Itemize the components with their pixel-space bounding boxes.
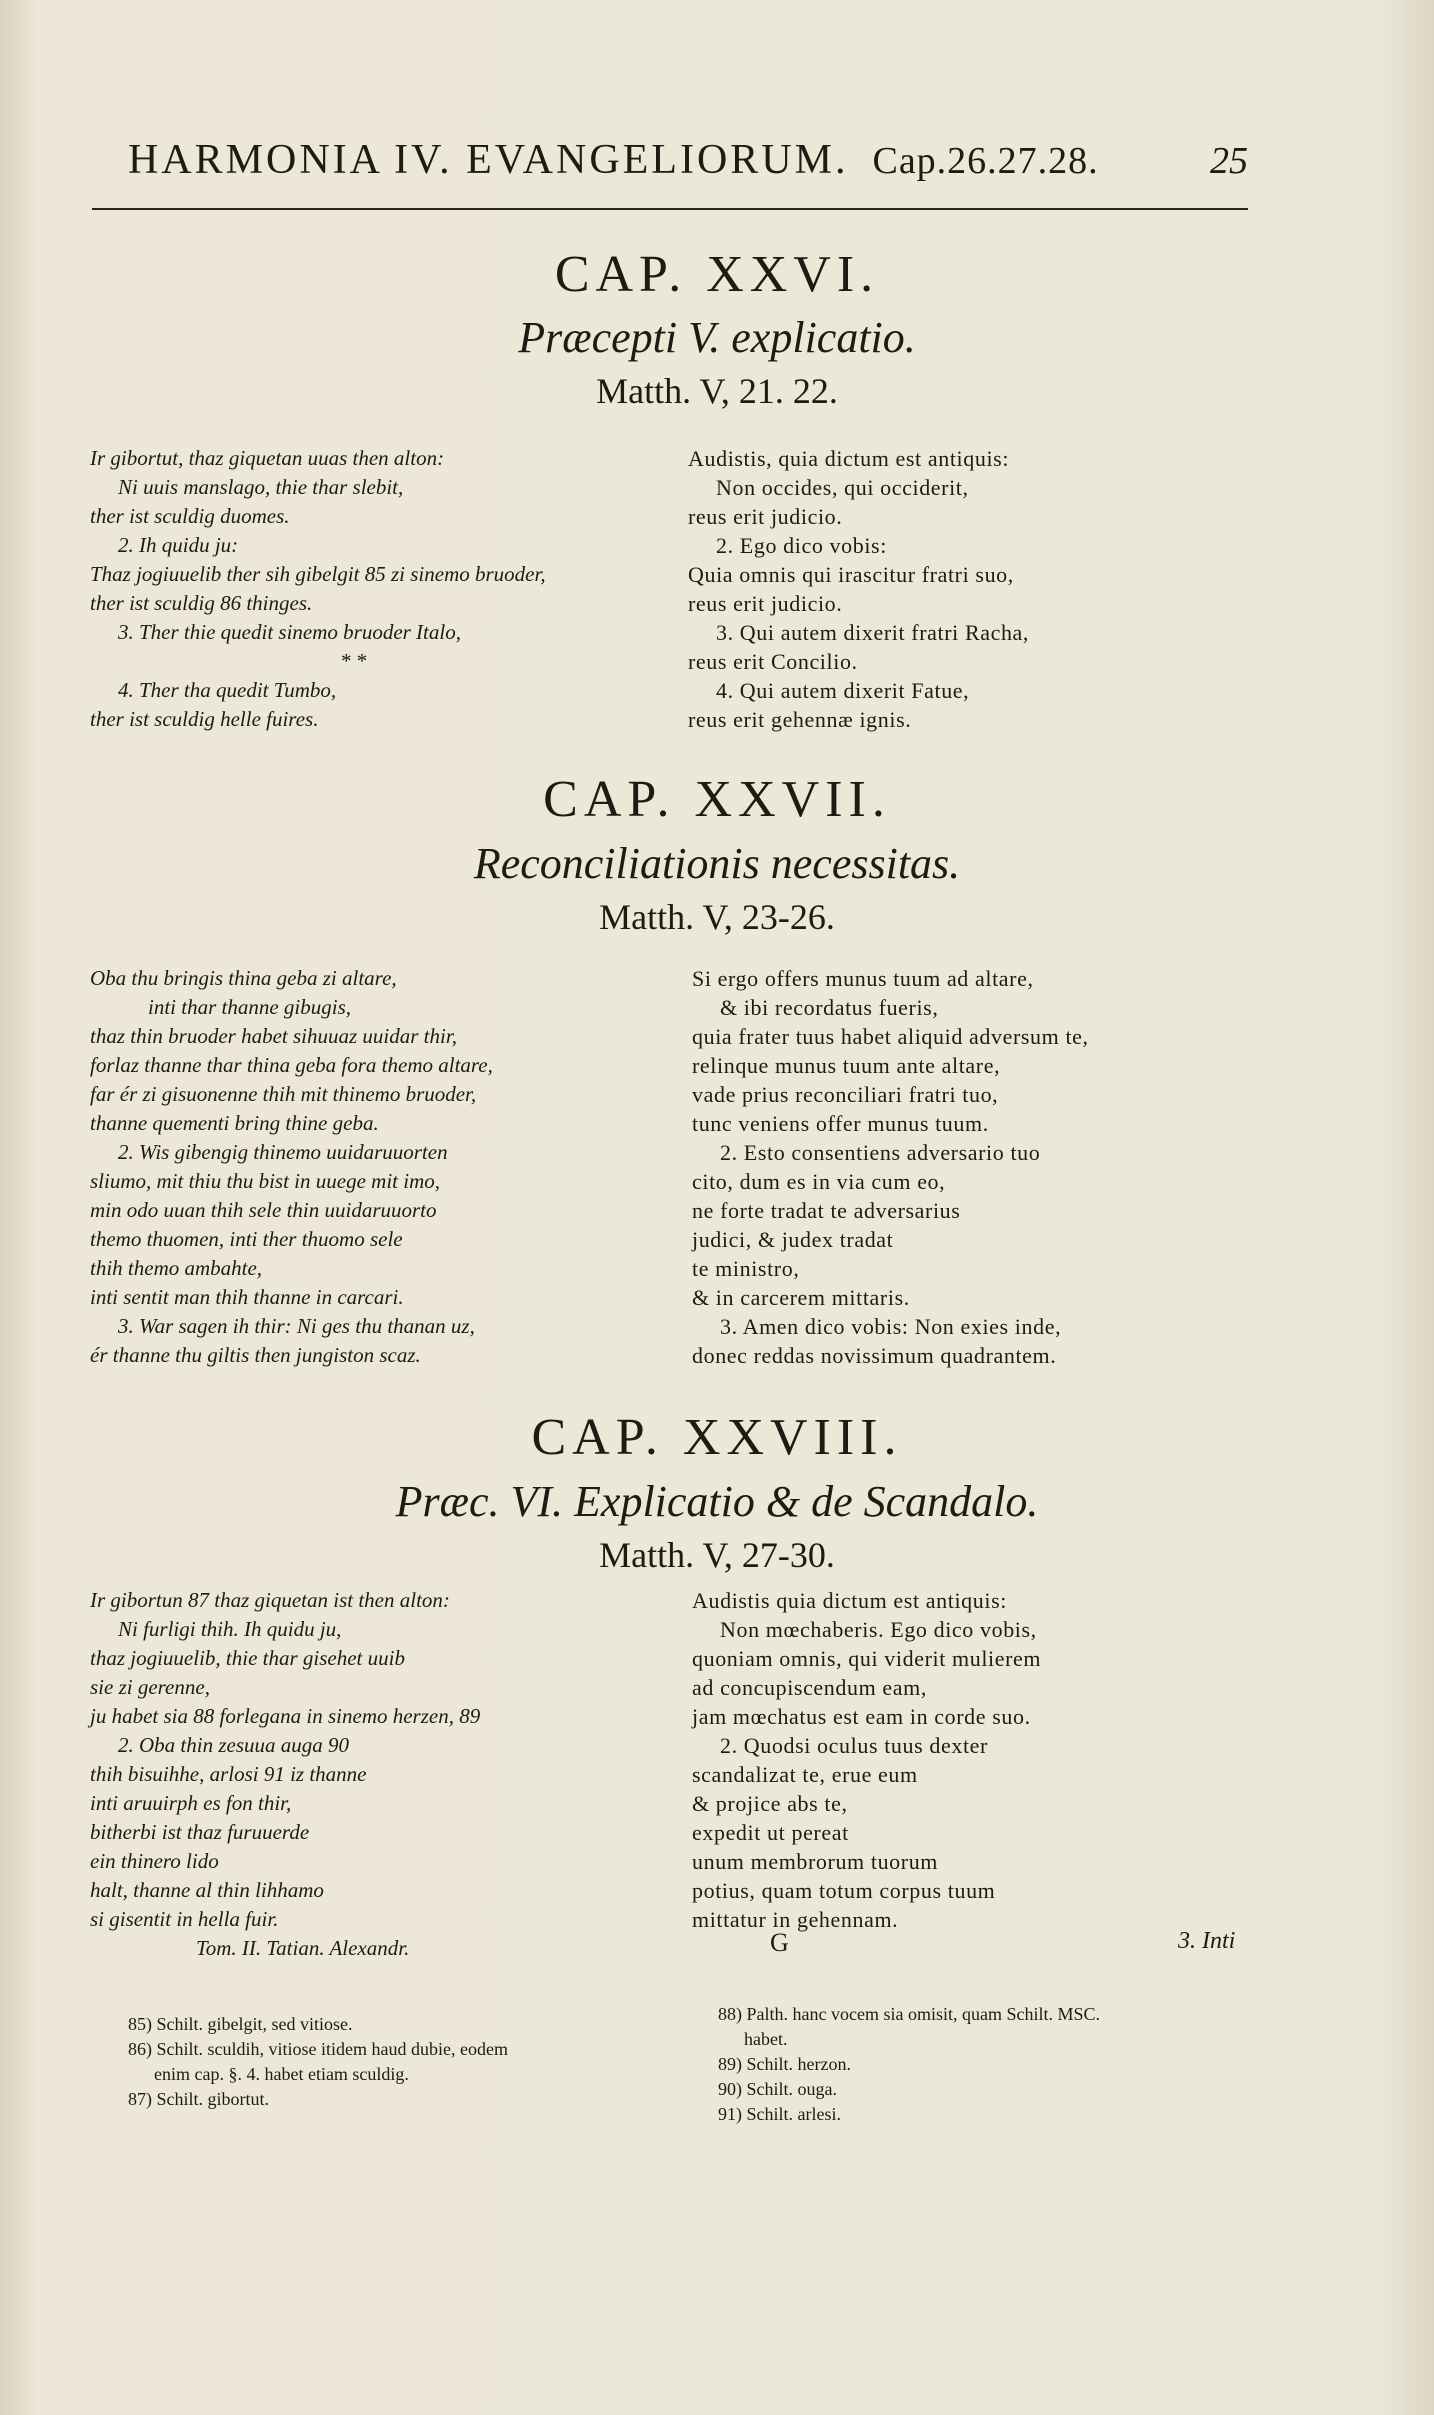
text-line: vade prius reconciliari fratri tuo, xyxy=(692,1082,999,1107)
text-line: Si ergo offers munus tuum ad altare, xyxy=(692,966,1034,991)
chapter-subtitle: Præc. VI. Explicatio & de Scandalo. xyxy=(395,1477,1039,1526)
text-line: mittatur in gehennam. xyxy=(692,1907,899,1932)
text-line: thih bisuihhe, arlosi 91 iz thanne xyxy=(90,1762,367,1786)
text-line: & projice abs te, xyxy=(692,1791,848,1816)
chapter-reference: Matth. V, 21. 22. xyxy=(596,371,838,411)
text-line: Quia omnis qui irascitur fratri suo, xyxy=(688,562,1014,587)
latin-column xyxy=(692,964,1252,1370)
footnote: 90) Schilt. ouga. xyxy=(718,2079,837,2099)
text-line: Oba thu bringis thina geba zi altare, xyxy=(90,966,397,990)
text-line: thaz jogiuuelib, thie thar gisehet uuib xyxy=(90,1646,405,1670)
text-line: Audistis quia dictum est antiquis: xyxy=(692,1588,1007,1613)
text-line: Non mœchaberis. Ego dico vobis, xyxy=(720,1617,1037,1642)
text-line: 2. Ih quidu ju: xyxy=(118,533,239,557)
footnote: habet. xyxy=(744,2029,788,2049)
text-line: reus erit gehennæ ignis. xyxy=(688,707,912,732)
chapter-reference: Matth. V, 23-26. xyxy=(599,897,835,937)
text-line: halt, thanne al thin lihhamo xyxy=(90,1878,324,1902)
text-line: inti aruuirph es fon thir, xyxy=(90,1791,292,1815)
text-line: ad concupiscendum eam, xyxy=(692,1675,927,1700)
text-line: forlaz thanne thar thina geba fora themo altare, xyxy=(90,1053,493,1077)
text-line: tunc veniens offer munus tuum. xyxy=(692,1111,989,1136)
text-line: jam mœchatus est eam in corde suo. xyxy=(692,1704,1031,1729)
text-line: 3. War sagen ih thir: Ni ges thu thanan uz, xyxy=(118,1314,475,1338)
footnote: 86) Schilt. sculdih, vitiose itidem haud dubie, eodem xyxy=(128,2039,508,2059)
text-line: thih themo ambahte, xyxy=(90,1256,263,1280)
text-line: relinque munus tuum ante altare, xyxy=(692,1053,1001,1078)
text-line: reus erit judicio. xyxy=(688,591,843,616)
text-line: themo thuomen, inti ther thuomo sele xyxy=(90,1227,403,1251)
frankish-column xyxy=(90,444,670,734)
chapter-title: CAP. XXVI. xyxy=(554,246,880,303)
text-line: min odo uuan thih sele thin uuidaruuorto xyxy=(90,1198,437,1222)
head-rule xyxy=(92,208,1248,210)
footnote: 87) Schilt. gibortut. xyxy=(128,2089,269,2109)
footnotes-right xyxy=(718,2002,1258,2127)
text-line: bitherbi ist thaz furuuerde xyxy=(90,1820,310,1844)
footnote: 85) Schilt. gibelgit, sed vitiose. xyxy=(128,2014,353,2034)
text-line: & ibi recordatus fueris, xyxy=(720,995,939,1020)
text-line: sliumo, mit thiu thu bist in uuege mit imo, xyxy=(90,1169,440,1193)
footnote: enim cap. §. 4. habet etiam sculdig. xyxy=(154,2064,409,2084)
text-line: donec reddas novissimum quadrantem. xyxy=(692,1343,1057,1368)
running-head-title: HARMONIA IV. EVANGELIORUM. xyxy=(128,137,849,183)
text-line: ér thanne thu giltis then jungiston scaz. xyxy=(90,1343,421,1367)
text-line: Ir gibortut, thaz giquetan uuas then alton: xyxy=(90,446,445,470)
text-line: 2. Quodsi oculus tuus dexter xyxy=(720,1733,988,1758)
text-line: Ni uuis manslago, thie thar slebit, xyxy=(118,475,404,499)
text-line: Non occides, qui occiderit, xyxy=(716,475,969,500)
text-line: 2. Oba thin zesuua auga 90 xyxy=(118,1733,349,1757)
footnote: 91) Schilt. arlesi. xyxy=(718,2104,841,2124)
text-line: quia frater tuus habet aliquid adversum te, xyxy=(692,1024,1089,1049)
catchword: 3. Inti xyxy=(1178,1928,1236,1954)
text-line: thanne quementi bring thine geba. xyxy=(90,1111,379,1135)
chapter-subtitle: Præcepti V. explicatio. xyxy=(518,313,916,362)
text-line: thaz thin bruoder habet sihuuaz uuidar thir, xyxy=(90,1024,457,1048)
running-head xyxy=(128,136,1248,184)
text-line: 2. Wis gibengig thinemo uuidaruuorten xyxy=(118,1140,448,1164)
footnotes-left xyxy=(128,2012,688,2112)
text-line: inti thar thanne gibugis, xyxy=(148,995,352,1019)
text-line: inti sentit man thih thanne in carcari. xyxy=(90,1285,404,1309)
text-line: far ér zi gisuonenne thih mit thinemo bruoder, xyxy=(90,1082,477,1106)
text-line: si gisentit in hella fuir. xyxy=(90,1907,279,1931)
text-line: cito, dum es in via cum eo, xyxy=(692,1169,946,1194)
text-line: 3. Amen dico vobis: Non exies inde, xyxy=(720,1314,1062,1339)
footnote: 89) Schilt. herzon. xyxy=(718,2054,851,2074)
text-line: 3. Qui autem dixerit fratri Racha, xyxy=(716,620,1030,645)
text-line: * * xyxy=(340,649,367,673)
running-head-chapters: Cap.26.27.28. xyxy=(872,140,1099,182)
text-line: & in carcerem mittaris. xyxy=(692,1285,910,1310)
chapter-title: CAP. XXVII. xyxy=(543,771,891,828)
text-line: ther ist sculdig 86 thinges. xyxy=(90,591,313,615)
text-line: quoniam omnis, qui viderit mulierem xyxy=(692,1646,1042,1671)
chapter-reference: Matth. V, 27-30. xyxy=(599,1535,835,1575)
footnote: 88) Palth. hanc vocem sia omisit, quam Schilt. MSC. xyxy=(718,2004,1100,2024)
frankish-column xyxy=(90,964,670,1370)
text-line: ju habet sia 88 forlegana in sinemo herzen, 89 xyxy=(90,1704,481,1728)
text-line: judici, & judex tradat xyxy=(692,1227,894,1252)
text-line: Thaz jogiuuelib ther sih gibelgit 85 zi sinemo bruoder, xyxy=(90,562,546,586)
chapter-title: CAP. XXVIII. xyxy=(531,1409,903,1466)
text-line: sie zi gerenne, xyxy=(90,1675,210,1699)
latin-column xyxy=(692,1586,1252,1934)
text-line: 3. Ther thie quedit sinemo bruoder Italo, xyxy=(118,620,461,644)
text-line: expedit ut pereat xyxy=(692,1820,849,1845)
text-line: scandalizat te, erue eum xyxy=(692,1762,918,1787)
page-number: 25 xyxy=(1210,140,1248,182)
bottom-title-line: Tom. II. Tatian. Alexandr. xyxy=(196,1936,410,1960)
text-line: ther ist sculdig duomes. xyxy=(90,504,290,528)
text-line: te ministro, xyxy=(692,1256,800,1281)
text-line: Ni furligi thih. Ih quidu ju, xyxy=(118,1617,342,1641)
chapter-subtitle: Reconciliationis necessitas. xyxy=(473,839,961,888)
text-line: Audistis, quia dictum est antiquis: xyxy=(688,446,1010,471)
text-line: reus erit judicio. xyxy=(688,504,843,529)
text-line: ein thinero lido xyxy=(90,1849,219,1873)
text-line: 2. Ego dico vobis: xyxy=(716,533,887,558)
text-line: ther ist sculdig helle fuires. xyxy=(90,707,319,731)
text-line: 2. Esto consentiens adversario tuo xyxy=(720,1140,1041,1165)
signature-mark: G xyxy=(770,1928,789,1957)
text-line: 4. Qui autem dixerit Fatue, xyxy=(716,678,970,703)
frankish-column xyxy=(90,1586,680,1963)
text-line: 4. Ther tha quedit Tumbo, xyxy=(118,678,337,702)
latin-column xyxy=(688,444,1248,734)
text-line: reus erit Concilio. xyxy=(688,649,858,674)
text-line: ne forte tradat te adversarius xyxy=(692,1198,961,1223)
text-line: Ir gibortun 87 thaz giquetan ist then alton: xyxy=(90,1588,450,1612)
text-line: unum membrorum tuorum xyxy=(692,1849,939,1874)
text-line: potius, quam totum corpus tuum xyxy=(692,1878,996,1903)
